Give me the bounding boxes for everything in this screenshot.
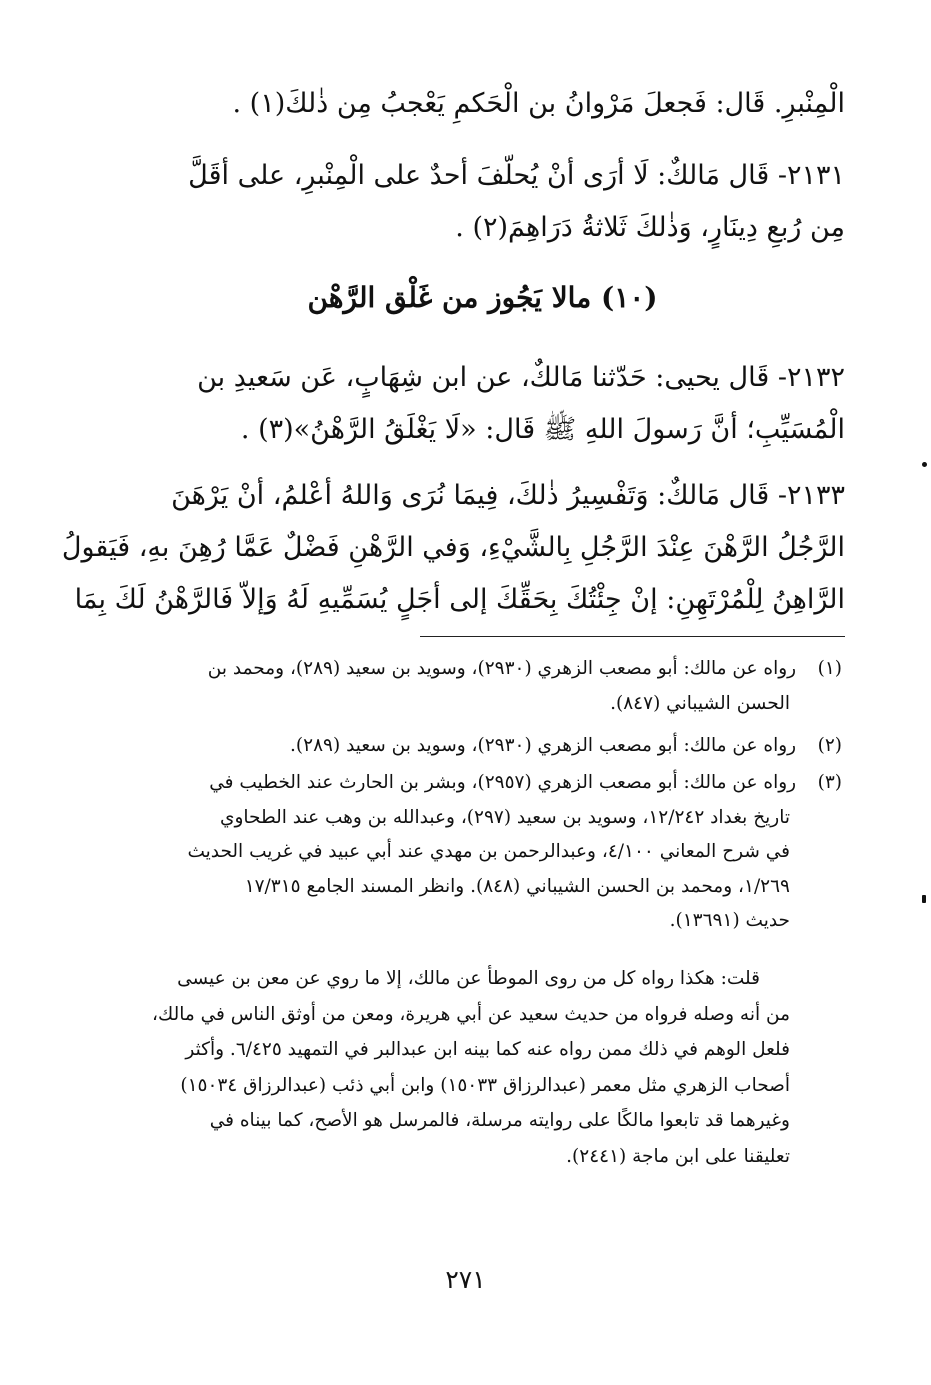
- footnote-number: (١): [817, 658, 842, 679]
- footnote-line: تاريخ بغداد ١٢/٢٤٢، وسويد بن سعيد (٢٩٧)، وعبدالله بن وهب عند الطحاوي: [219, 806, 790, 828]
- text-line: الْمُسَيِّبِ؛ أنَّ رَسولَ اللهِ ﷺ قَال: «لَا يَغْلَقُ الرَّهْنُ»(٣) .: [240, 414, 845, 445]
- footnote-2: [120, 729, 842, 764]
- text-line: ٢١٣١- قَال مَالكٌ: لَا أرَى أنْ يُحلّفَ أحدٌ على الْمِنْبرِ، على أقَلَّ: [188, 160, 845, 191]
- text-line: الرَّجُلُ الرَّهْنَ عِنْدَ الرَّجُلِ بِالشَّيْءِ، وَفي الرَّهْنِ فَضْلٌ عَمَّا رُهِنَ بهِ، فَيَقولُ: [61, 532, 845, 563]
- text-line: الْمِنْبرِ. قَال: فَجعلَ مَرْوانُ بن الْحَكمِ يَعْجبُ مِن ذٰلكَ(١) .: [232, 88, 845, 119]
- footnote-line: رواه عن مالك: أبو مصعب الزهري (٢٩٣٠)، وسويد بن سعيد (٢٨٩)، ومحمد بن: [207, 658, 797, 679]
- main-paragraph-2133: [61, 470, 845, 626]
- footnote-line: حديث (١٣٦٩١).: [669, 910, 790, 931]
- page-number: ٢٧١: [445, 1265, 486, 1294]
- footnote-line: ١/٢٦٩، ومحمد بن الحسن الشيباني (٨٤٨). وانظر المسند الجامع ١٧/٣١٥: [244, 875, 790, 897]
- text-line: ٢١٣٢- قَال يحيى: حَدّثنا مَالكٌ، عن ابن شِهَابٍ، عَن سَعيدِ بن: [197, 362, 845, 393]
- footnote-line: في شرح المعاني ٤/١٠٠، وعبدالرحمن بن مهدي عند أبي عبيد في غريب الحديث: [187, 841, 790, 862]
- main-paragraph-2132: [120, 352, 845, 456]
- note-line: قلت: هكذا رواه كل من روى الموطأ عن مالك، إلا ما روي عن معن بن عيسى: [177, 968, 760, 989]
- note-line: أصحاب الزهري مثل معمر (عبدالرزاق ١٥٠٣٣) وابن أبي ذئب (عبدالرزاق ١٥٠٣٤): [180, 1074, 790, 1096]
- note-line: وغيرهما قد تابعوا مالكًا على روايته مرسلة، فالمرسل هو الأصح، كما بيناه في: [209, 1110, 790, 1131]
- scan-mark: [922, 895, 926, 903]
- note-line: فلعل الوهم في ذلك ممن رواه عنه كما بينه ابن عبدالبر في التمهيد ٦/٤٢٥. وأكثر: [185, 1039, 790, 1060]
- note-line: تعليقنا على ابن ماجة (٢٤٤١).: [566, 1145, 790, 1167]
- footnote-1: [120, 652, 842, 721]
- footnote-line: رواه عن مالك: أبو مصعب الزهري (٢٩٣٠)، وسويد بن سعيد (٢٨٩).: [290, 735, 797, 756]
- footnote-number: (٣): [817, 772, 842, 793]
- editor-note: [120, 961, 842, 1174]
- text-line: ٢١٣٣- قَال مَالكٌ: وَتَفْسِيرُ ذٰلكَ، فِيمَا نُرَى وَاللهُ أعْلمُ، أنْ يَرْهَنَ: [171, 480, 845, 511]
- footnote-separator: [420, 636, 845, 637]
- note-line: من أنه وصله فرواه من حديث سعيد عن أبي هريرة، ومعن من أوثق الناس في مالك،: [152, 1003, 790, 1025]
- footnote-line: الحسن الشيباني (٨٤٧).: [610, 692, 790, 714]
- scan-mark: [922, 462, 927, 467]
- text-line: مِن رُبعِ دِينَارٍ، وَذٰلكَ ثَلاثةُ دَرَاهِمَ(٢) .: [455, 212, 845, 243]
- main-paragraph-1: [120, 78, 845, 130]
- footnote-3: [120, 766, 842, 939]
- text-line: الرَّاهِنُ لِلْمُرْتَهِنِ: إنْ جِئْتُكَ بِحَقِّكَ إلى أجَلٍ يُسَمِّيهِ لَهُ وَإلاّ فَالرَّهْنُ لَكَ بِمَا: [74, 584, 845, 615]
- footnote-line: رواه عن مالك: أبو مصعب الزهري (٢٩٥٧)، وبشر بن الحارث عند الخطيب في: [209, 772, 797, 793]
- section-heading: (١٠) مالا يَجُوز من غَلْق الرَّهْن: [307, 281, 658, 314]
- main-paragraph-2131: [120, 150, 845, 254]
- footnote-number: (٢): [817, 735, 842, 756]
